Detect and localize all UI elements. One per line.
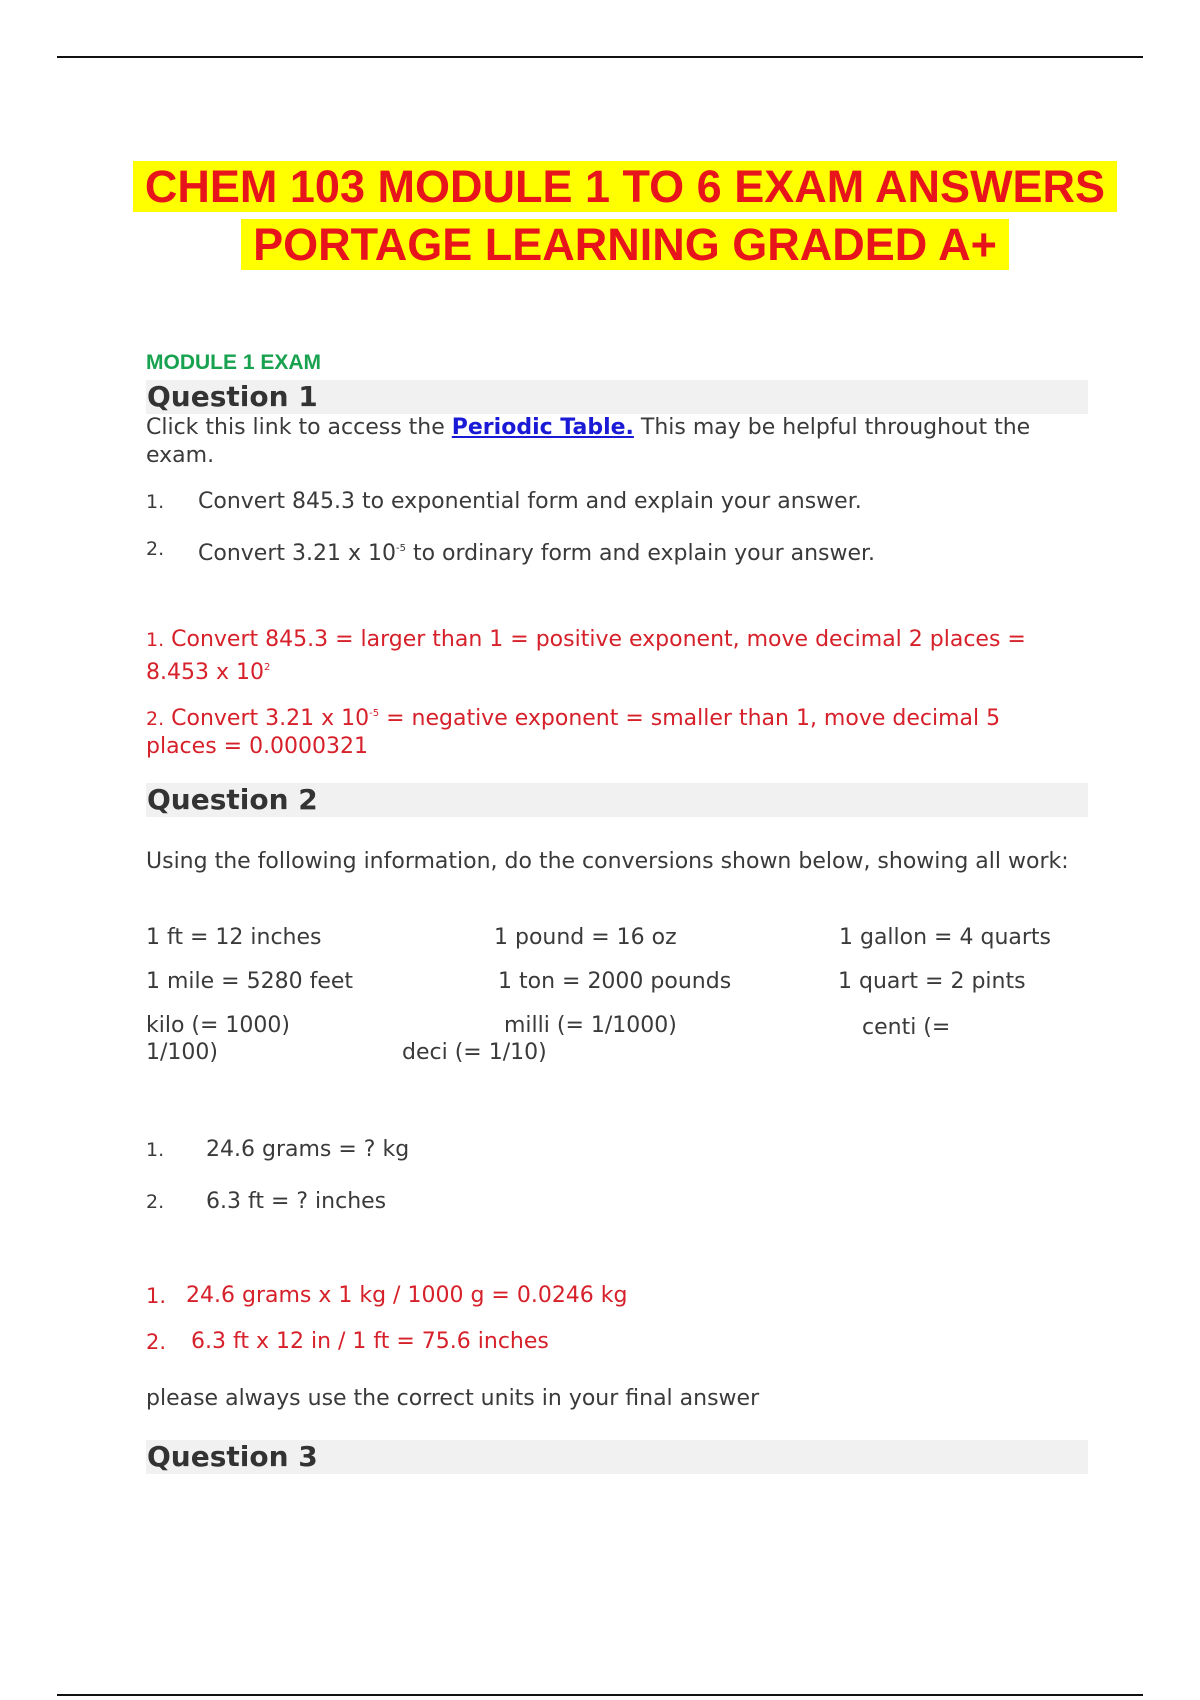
question-1-intro: Click this link to access the Periodic Table. This may be helpful throughout the exam.	[146, 415, 1031, 468]
q1-answer-2: 2. Convert 3.21 x $10^{-5}$ = negative exponent = smaller than 1, move decimal 5 places = 0.0000321	[146, 706, 1001, 759]
question-3-heading: Question 3	[146, 1440, 1088, 1474]
units-note: please always use the correct units in your final answer	[146, 1386, 760, 1411]
question-1-heading: Question 1	[146, 380, 1088, 414]
top-rule	[57, 56, 1143, 58]
prefix-centi-value: 1/100)	[146, 1040, 218, 1065]
prefix-centi: centi (=	[862, 1015, 951, 1040]
prefix-milli: milli (= 1/1000)	[504, 1013, 677, 1038]
module-label: MODULE 1 EXAM	[146, 351, 322, 374]
question-2-heading: Question 2	[146, 783, 1088, 817]
title-line-2: PORTAGE LEARNING GRADED A+	[241, 219, 1009, 270]
document-title	[0, 158, 1200, 274]
question-2-intro: Using the following information, do the conversions shown below, showing all work:	[146, 849, 1069, 874]
bottom-rule	[57, 1694, 1143, 1696]
title-line-1: CHEM 103 MODULE 1 TO 6 EXAM ANSWERS	[133, 161, 1117, 212]
conversion-mile-feet: 1 mile = 5280 feet	[146, 969, 354, 994]
periodic-table-link[interactable]: Periodic Table.	[451, 415, 634, 440]
conversion-quart-pints: 1 quart = 2 pints	[838, 969, 1026, 994]
conversion-ft-inches: 1 ft = 12 inches	[146, 925, 322, 950]
conversion-gallon-quarts: 1 gallon = 4 quarts	[839, 925, 1051, 950]
q1-answer-1: 1. Convert 845.3 = larger than 1 = positive exponent, move decimal 2 places = 8.453 x $10^2$	[146, 627, 1026, 685]
prefix-kilo: kilo (= 1000)	[146, 1013, 290, 1038]
prefix-deci: deci (= 1/10)	[402, 1040, 547, 1065]
conversion-pound-oz: 1 pound = 16 oz	[494, 925, 677, 950]
conversion-ton-pounds: 1 ton = 2000 pounds	[498, 969, 732, 994]
